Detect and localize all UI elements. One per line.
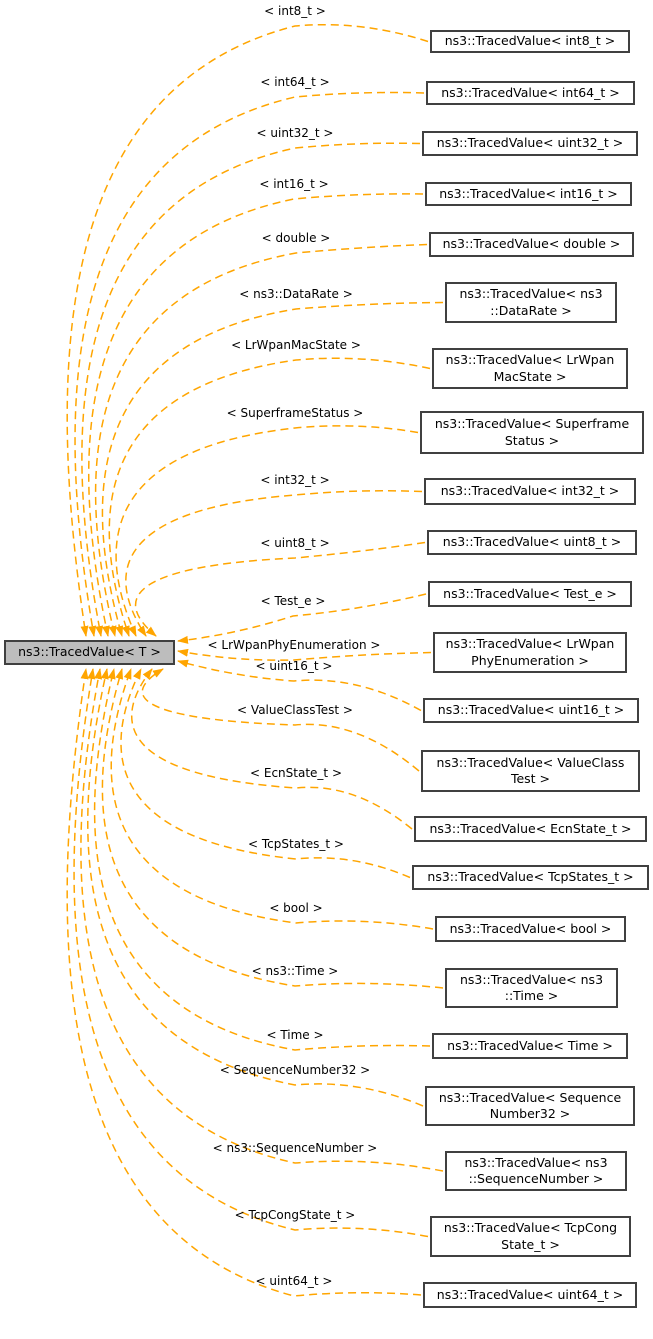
edge-label: < int8_t > [264, 4, 326, 18]
instantiation-edge [75, 93, 424, 637]
class-node[interactable] [430, 30, 630, 53]
edge-label: < int16_t > [259, 177, 329, 191]
class-node[interactable] [423, 1282, 637, 1308]
class-node-label-line: ns3::TracedValue< int64_t > [441, 84, 620, 100]
main-class-node[interactable] [4, 640, 175, 665]
class-node-label-line: ns3::TracedValue< Time > [447, 1037, 613, 1053]
class-node[interactable] [427, 530, 637, 555]
class-node-label-line: ns3::TracedValue< T > [18, 644, 161, 660]
class-node-label-line: ns3::TracedValue< Sequence [438, 1089, 622, 1105]
edge-label: < ns3::SequenceNumber > [212, 1141, 378, 1155]
class-node[interactable] [428, 581, 632, 607]
instantiation-edge [126, 491, 422, 636]
class-node-label-line: ns3::TracedValue< LrWpan [445, 352, 615, 368]
class-node[interactable] [412, 865, 649, 890]
class-node-label-line: ::DataRate > [490, 302, 572, 318]
class-node-label-line: ns3::TracedValue< int32_t > [440, 483, 620, 499]
class-node[interactable] [426, 81, 635, 105]
instantiation-edge [67, 669, 421, 1296]
class-node-label-line: ::Time > [504, 988, 559, 1003]
edge-label: < EcnState_t > [250, 766, 342, 780]
class-node[interactable] [445, 968, 618, 1008]
class-node-label-line: MacState > [493, 368, 567, 384]
instantiation-edge [132, 669, 412, 829]
class-node-label-line: Status > [504, 432, 560, 448]
instantiation-edge [102, 303, 443, 637]
class-node[interactable] [421, 750, 640, 792]
class-node[interactable] [445, 1151, 627, 1191]
class-node-label-line: ::SequenceNumber > [468, 1171, 604, 1186]
edge-label: < Test_e > [260, 594, 326, 608]
class-node[interactable] [432, 348, 628, 389]
edge-label: < ValueClassTest > [237, 703, 353, 717]
class-node-label-line: State_t > [501, 1236, 560, 1252]
class-node-label-line: ns3::TracedValue< uint32_t > [436, 135, 624, 151]
class-node-label-line: ns3::TracedValue< ns3 [464, 1154, 608, 1170]
edge-label: < uint64_t > [255, 1274, 333, 1288]
class-node-label-line: ns3::TracedValue< LrWpan [445, 636, 615, 652]
edge-label: < double > [261, 231, 331, 245]
edge-label: < ns3::DataRate > [239, 287, 353, 301]
class-node[interactable] [435, 916, 626, 942]
instantiation-edge [82, 143, 420, 636]
class-node-label-line: ns3::TracedValue< ns3 [459, 971, 604, 987]
instantiation-edge [96, 245, 427, 637]
class-node[interactable] [422, 131, 638, 156]
class-node[interactable] [445, 282, 617, 323]
edge-label: < SuperframeStatus > [226, 406, 364, 420]
class-node-label-line: Number32 > [489, 1106, 571, 1121]
edge-label: < SequenceNumber32 > [219, 1063, 371, 1077]
class-node-label-line: ns3::TracedValue< bool > [449, 920, 612, 936]
class-node[interactable] [433, 632, 627, 673]
instantiation-edge [67, 25, 428, 636]
class-node[interactable] [423, 698, 639, 723]
class-node-label-line: ns3::TracedValue< TcpCong [443, 1220, 618, 1236]
class-node-label-line: ns3::TracedValue< Superframe [434, 416, 630, 432]
class-node[interactable] [429, 232, 634, 257]
class-node-label-line: ns3::TracedValue< uint8_t > [442, 534, 622, 550]
class-node[interactable] [432, 1033, 628, 1059]
class-node[interactable] [424, 478, 636, 505]
edge-label: < uint16_t > [255, 659, 333, 673]
edge-label: < uint32_t > [256, 126, 334, 140]
edge-label: < int32_t > [260, 473, 330, 487]
class-node[interactable] [430, 1216, 631, 1257]
class-node[interactable] [414, 816, 647, 842]
class-node-label-line: ns3::TracedValue< int16_t > [439, 185, 618, 201]
edge-label: < LrWpanPhyEnumeration > [207, 638, 381, 652]
class-node[interactable] [425, 1086, 635, 1126]
edge-label: < int64_t > [260, 75, 330, 89]
class-node-label-line: ns3::TracedValue< ValueClass [436, 754, 625, 770]
class-node[interactable] [420, 411, 644, 454]
edge-label: < TcpCongState_t > [234, 1208, 356, 1222]
edge-label: < Time > [266, 1028, 324, 1042]
instantiation-edge [142, 669, 419, 771]
instantiation-edge [136, 543, 425, 637]
class-node-label-line: ns3::TracedValue< double > [442, 236, 621, 252]
class-node-label-line: ns3::TracedValue< uint16_t > [437, 702, 625, 718]
edge-label: < uint8_t > [260, 536, 330, 550]
class-node-label-line: ns3::TracedValue< ns3 [459, 286, 603, 302]
class-node-label-line: ns3::TracedValue< int8_t > [444, 33, 616, 49]
class-node-label-line: ns3::TracedValue< EcnState_t > [429, 820, 632, 836]
class-node-label-line: PhyEnumeration > [471, 652, 589, 668]
class-node-label-line: ns3::TracedValue< Test_e > [443, 585, 617, 601]
class-node[interactable] [425, 182, 632, 206]
edge-label: < bool > [269, 901, 323, 915]
instantiation-edge [81, 669, 443, 1171]
class-node-label-line: Test > [510, 771, 551, 786]
class-node-label-line: ns3::TracedValue< TcpStates_t > [427, 869, 634, 885]
edge-label: < LrWpanMacState > [231, 338, 361, 352]
edge-label: < TcpStates_t > [248, 837, 344, 851]
class-node-label-line: ns3::TracedValue< uint64_t > [436, 1286, 624, 1302]
edge-label: < ns3::Time > [251, 964, 339, 978]
